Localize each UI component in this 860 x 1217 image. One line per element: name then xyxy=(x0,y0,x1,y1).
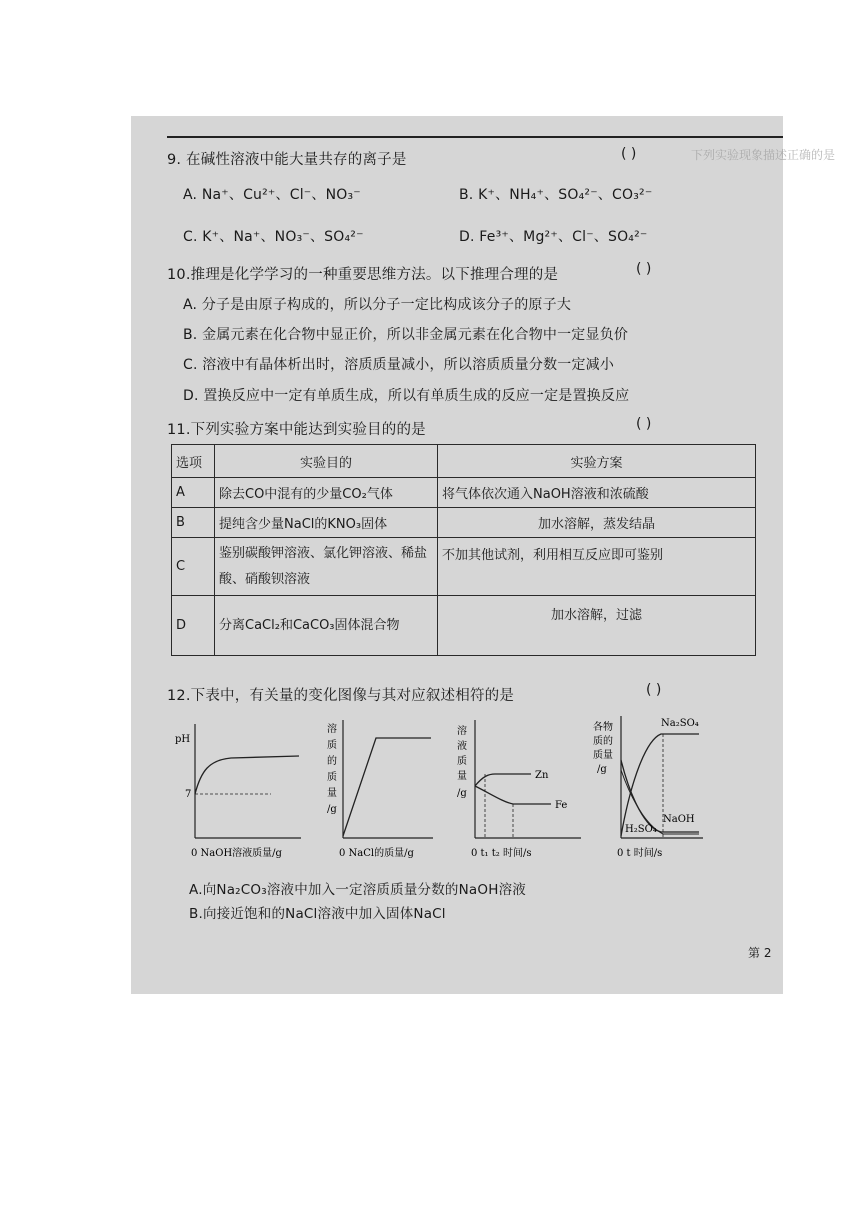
scanned-page xyxy=(131,116,836,994)
q11-answer-paren[interactable]: ( ) xyxy=(636,416,652,432)
naoh-label: NaOH xyxy=(663,814,695,825)
graph-d-ylabel: 各物 xyxy=(593,722,613,733)
solute-curve xyxy=(343,738,431,836)
q10-stem: 10.推理是化学学习的一种重要思维方法。以下推理合理的是 xyxy=(167,267,559,283)
row-purpose: 除去CO中混有的少量CO₂气体 xyxy=(215,478,438,508)
row-plan: 将气体依次通入NaOH溶液和浓硫酸 xyxy=(438,478,756,508)
graph-c-ylabel: 质 xyxy=(457,756,467,767)
graph-b-ylabel: 溶 xyxy=(327,724,337,735)
row-purpose: 分离CaCl₂和CaCO₃固体混合物 xyxy=(215,596,438,656)
top-rule xyxy=(167,136,783,138)
graph-c-ylabel: 量 xyxy=(457,771,467,782)
q12-answer-paren[interactable]: ( ) xyxy=(646,682,662,698)
row-option: A xyxy=(172,478,215,508)
graph-a-ylabel: pH xyxy=(175,734,191,745)
q9-option-a: A. Na⁺、Cu²⁺、Cl⁻、NO₃⁻ xyxy=(183,187,361,203)
graph-b-ylabel: 的 xyxy=(327,756,337,767)
graph-b-solute xyxy=(321,716,441,866)
row-plan: 加水溶解，蒸发结晶 xyxy=(438,508,756,538)
graph-c-metal xyxy=(451,716,586,866)
bleed-through: 下列实验现象描述正确的是 xyxy=(691,148,836,162)
row-purpose: 鉴别碳酸钾溶液、氯化钾溶液、稀盐酸、硝酸钡溶液 xyxy=(215,538,438,596)
q12-stem: 12.下表中，有关量的变化图像与其对应叙述相符的是 xyxy=(167,688,515,704)
q12-option-b: B.向接近饱和的NaCl溶液中加入固体NaCl xyxy=(189,906,446,922)
table-row xyxy=(172,596,756,656)
fe-curve xyxy=(475,786,551,804)
table-row xyxy=(172,508,756,538)
ph-curve xyxy=(195,756,299,794)
graph-b-ylabel: 量 xyxy=(327,788,337,799)
graph-b-ylabel: 质 xyxy=(327,740,337,751)
q10-option-c: C. 溶液中有晶体析出时，溶质质量减小，所以溶质质量分数一定减小 xyxy=(183,357,615,373)
graph-d-ylabel: 质量 xyxy=(593,750,613,761)
q11-stem: 11.下列实验方案中能达到实验目的的是 xyxy=(167,422,426,438)
graph-d-masses xyxy=(591,710,706,866)
graph-a-xlabel: 0 NaOH溶液质量/g xyxy=(191,848,282,859)
row-option: C xyxy=(172,538,215,596)
graph-b-ylabel: 质 xyxy=(327,772,337,783)
graph-c-xlabel: 0 t₁ t₂ 时间/s xyxy=(471,848,532,859)
row-plan: 不加其他试剂，利用相互反应即可鉴别 xyxy=(438,538,756,596)
q10-option-b: B. 金属元素在化合物中显正价，所以非金属元素在化合物中一定显负价 xyxy=(183,327,629,343)
q9-option-b: B. K⁺、NH₄⁺、SO₄²⁻、CO₃²⁻ xyxy=(459,187,653,203)
q9-option-c: C. K⁺、Na⁺、NO₃⁻、SO₄²⁻ xyxy=(183,229,364,245)
graph-b-ylabel: /g xyxy=(327,804,337,815)
fe-label: Fe xyxy=(555,800,568,811)
header-plan: 实验方案 xyxy=(438,445,756,478)
graph-c-ylabel: /g xyxy=(457,788,467,799)
table-row xyxy=(172,478,756,508)
q11-table xyxy=(171,444,756,656)
page-number: 第 2 xyxy=(748,946,772,960)
q9-option-d: D. Fe³⁺、Mg²⁺、Cl⁻、SO₄²⁻ xyxy=(459,229,648,245)
row-purpose: 提纯含少量NaCl的KNO₃固体 xyxy=(215,508,438,538)
graph-d-ylabel: /g xyxy=(597,764,607,775)
q10-option-d: D. 置换反应中一定有单质生成，所以有单质生成的反应一定是置换反应 xyxy=(183,388,630,404)
graph-a-ph xyxy=(171,716,311,866)
q9-stem: 9. 在碱性溶液中能大量共存的离子是 xyxy=(167,152,407,168)
header-option: 选项 xyxy=(172,445,215,478)
row-plan: 加水溶解，过滤 xyxy=(438,596,756,656)
row-option: B xyxy=(172,508,215,538)
zn-label: Zn xyxy=(535,770,549,781)
header-purpose: 实验目的 xyxy=(215,445,438,478)
na2so4-label: Na₂SO₄ xyxy=(661,718,699,729)
q11-table-header xyxy=(172,445,756,478)
graph-c-ylabel: 液 xyxy=(457,741,467,752)
graph-c-ylabel: 溶 xyxy=(457,726,467,737)
row-option: D xyxy=(172,596,215,656)
q9-answer-paren[interactable]: ( ) xyxy=(621,146,637,162)
q12-option-a: A.向Na₂CO₃溶液中加入一定溶质质量分数的NaOH溶液 xyxy=(189,882,526,898)
graph-d-xlabel: 0 t 时间/s xyxy=(617,848,663,859)
q10-option-a: A. 分子是由原子构成的，所以分子一定比构成该分子的原子大 xyxy=(183,297,572,313)
zn-curve xyxy=(475,774,531,786)
graph-a-tick-7: 7 xyxy=(185,789,192,800)
graph-b-xlabel: 0 NaCl的质量/g xyxy=(339,848,414,859)
q10-answer-paren[interactable]: ( ) xyxy=(636,261,652,277)
table-row xyxy=(172,538,756,596)
h2so4-label: H₂SO₄ xyxy=(625,824,657,835)
graph-d-ylabel: 质的 xyxy=(593,736,613,747)
